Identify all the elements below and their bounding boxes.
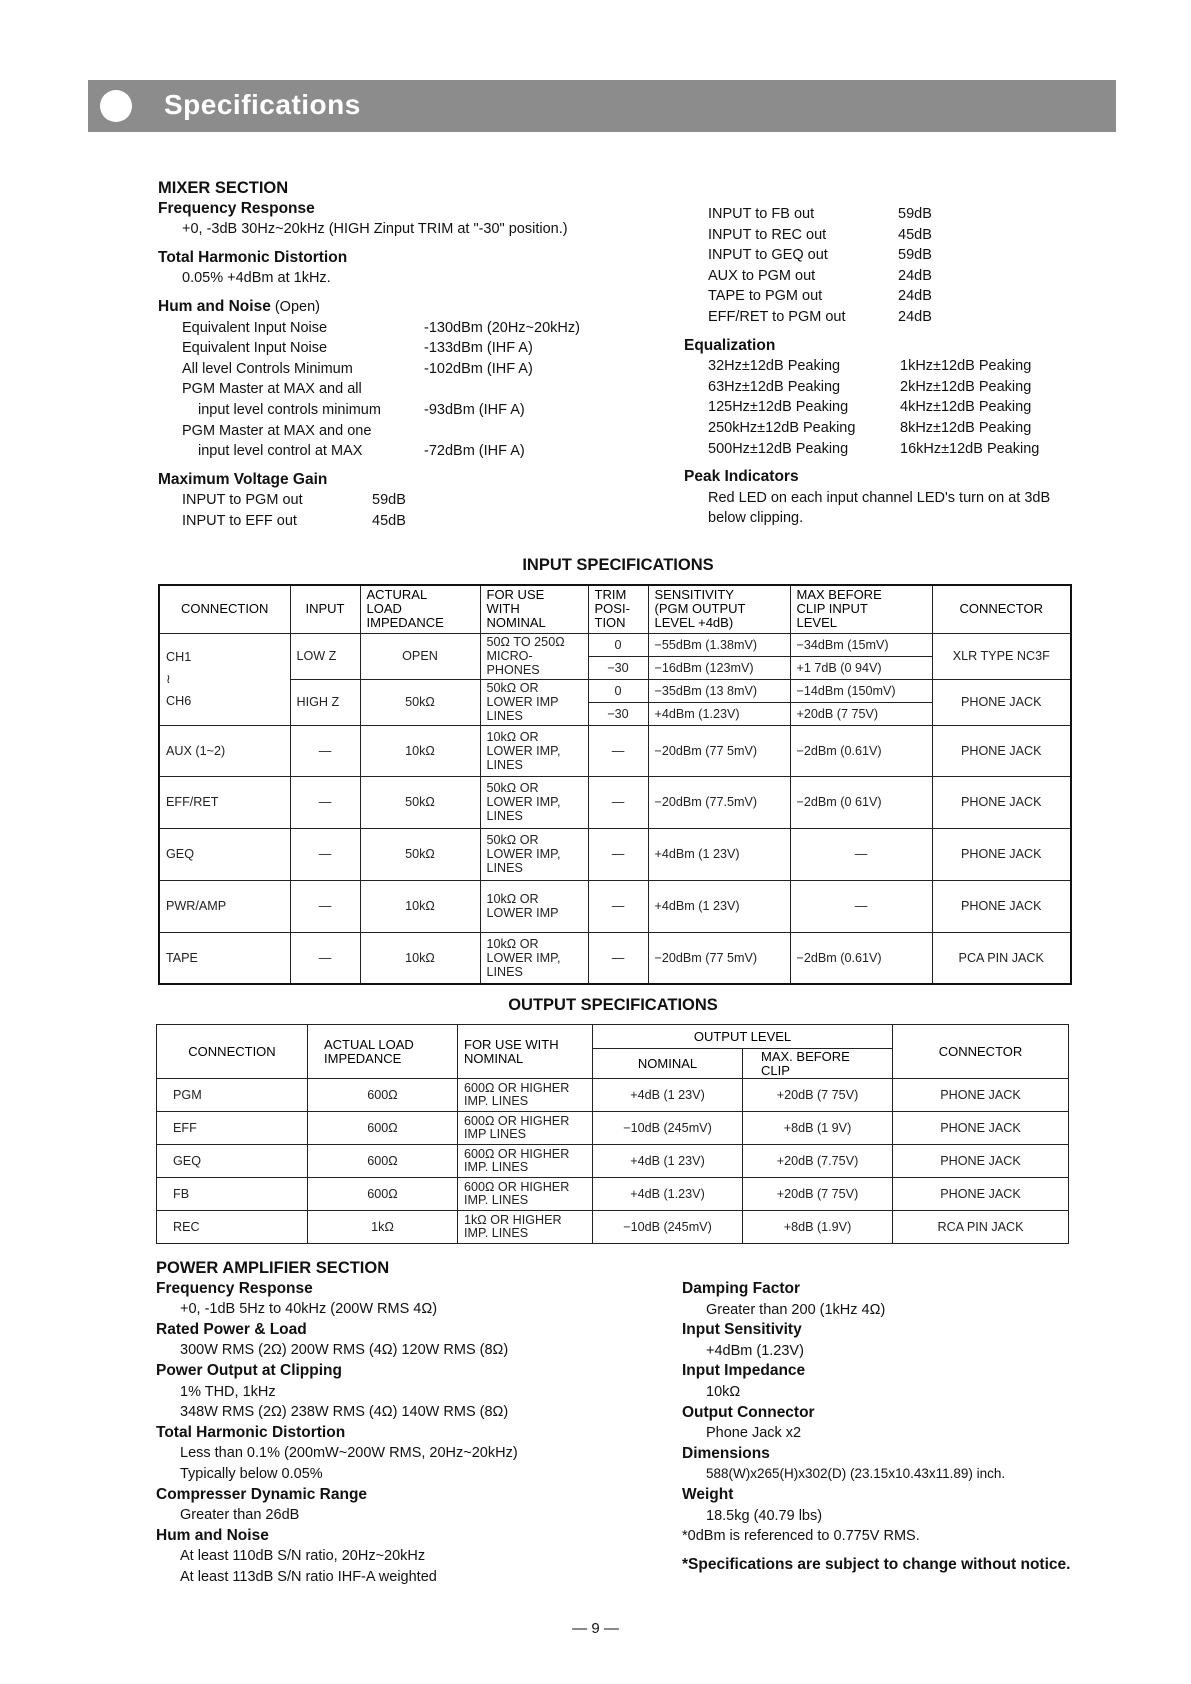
table-row: GEQ — 50kΩ 50kΩ OR LOWER IMP, LINES — +4dBm (1 23V) — PHONE JACK	[159, 828, 1071, 880]
eq-row: 500Hz±12dB Peaking 16kHz±12dB Peaking	[708, 440, 1040, 457]
col-header: CONNECTOR	[932, 585, 1071, 633]
mixer-section-left	[158, 178, 678, 532]
spec-label: Power Output at Clipping	[156, 1361, 342, 1379]
spec-value: At least 113dB S/N ratio IHF-A weighted	[180, 1568, 437, 1585]
table-row: EFF/RET — 50kΩ 50kΩ OR LOWER IMP, LINES — −20dBm (77.5mV) −2dBm (0 61V) PHONE JACK	[159, 776, 1071, 828]
table-row: FB 600Ω 600Ω OR HIGHER IMP. LINES +4dB (1.23V) +20dB (7 75V) PHONE JACK	[157, 1178, 1069, 1211]
col-header: CONNECTION	[159, 585, 290, 633]
gain-label: Maximum Voltage Gain	[158, 470, 328, 488]
page-title: Specifications	[164, 89, 361, 120]
table-row: GEQ 600Ω 600Ω OR HIGHER IMP. LINES +4dB (1 23V) +20dB (7.75V) PHONE JACK	[157, 1145, 1069, 1178]
col-header: INPUT	[290, 585, 360, 633]
page-number: — 9 —	[572, 1620, 619, 1637]
col-header: ACTURAL LOAD IMPEDANCE	[360, 585, 480, 633]
hum-label: Hum and Noise	[158, 297, 271, 315]
eq-list	[684, 356, 1094, 459]
hum-list	[158, 318, 678, 462]
hum-row: input level control at MAX -72dBm (IHF A)	[198, 443, 525, 460]
table-row: TAPE — 10kΩ 10kΩ OR LOWER IMP, LINES — −20dBm (77 5mV) −2dBm (0.61V) PCA PIN JACK	[159, 932, 1071, 984]
reference-note: *0dBm is referenced to 0.775V RMS.	[682, 1528, 920, 1545]
power-section-title: POWER AMPLIFIER SECTION	[156, 1259, 390, 1277]
input-specs-title: INPUT SPECIFICATIONS	[522, 556, 714, 574]
spec-label: Weight	[682, 1485, 734, 1503]
spec-label: Compresser Dynamic Range	[156, 1485, 368, 1503]
gain-row: INPUT to PGM out 59dB	[182, 492, 406, 509]
spec-value: Typically below 0.05%	[180, 1465, 323, 1482]
thd-value: 0.05% +4dBm at 1kHz.	[182, 270, 331, 287]
hum-row: PGM Master at MAX and all	[182, 381, 362, 398]
thd-label: Total Harmonic Distortion	[158, 248, 348, 266]
ch-connection-cell: CH1 ≀ CH6	[159, 633, 290, 725]
eq-row: 63Hz±12dB Peaking 2kHz±12dB Peaking	[708, 378, 1032, 395]
freq-resp-label: Frequency Response	[158, 199, 315, 217]
spec-value: Less than 0.1% (200mW~200W RMS, 20Hz~20kHz)	[180, 1445, 518, 1462]
table-row: PWR/AMP — 10kΩ 10kΩ OR LOWER IMP — +4dBm (1 23V) — PHONE JACK	[159, 880, 1071, 932]
peak-label: Peak Indicators	[684, 468, 799, 486]
freq-resp-value: +0, -3dB 30Hz~20kHz (HIGH Zinput TRIM at "-30" position.)	[182, 221, 568, 238]
col-header: MAX BEFORE CLIP INPUT LEVEL	[790, 585, 932, 633]
peak-value-2: below clipping.	[708, 510, 804, 527]
gain-list-right	[684, 204, 1094, 328]
spec-label: Rated Power & Load	[156, 1320, 307, 1338]
hum-heading	[158, 297, 678, 318]
table-row: EFF 600Ω 600Ω OR HIGHER IMP LINES −10dB (245mV) +8dB (1 9V) PHONE JACK	[157, 1112, 1069, 1145]
mixer-section-title: MIXER SECTION	[158, 179, 289, 197]
gain-row: INPUT to REC out 45dB	[708, 226, 932, 243]
table-row: CH1 ≀ CH6 LOW Z OPEN 50Ω TO 250Ω MICRO- PHONES 0 −55dBm (1.38mV) −34dBm (15mV) XLR TYPE NC3F	[159, 633, 1071, 656]
hum-row: All level Controls Minimum -102dBm (IHF A)	[182, 360, 533, 377]
header-banner	[88, 80, 1116, 132]
spec-value: Greater than 200 (1kHz 4Ω)	[706, 1301, 886, 1318]
col-header: FOR USE WITH NOMINAL	[480, 585, 588, 633]
spec-value: +0, -1dB 5Hz to 40kHz (200W RMS 4Ω)	[180, 1301, 438, 1318]
input-specs-table	[158, 584, 1072, 985]
hum-row: input level controls minimum -93dBm (IHF A)	[198, 401, 525, 418]
spec-value: 588(W)x265(H)x302(D) (23.15x10.43x11.89) inch.	[706, 1466, 1006, 1482]
gain-row: TAPE to PGM out 24dB	[708, 288, 932, 305]
spec-label: Dimensions	[682, 1444, 770, 1462]
spec-value: Greater than 26dB	[180, 1507, 300, 1524]
table-row: −30 −16dBm (123mV) +1 7dB (0 94V)	[159, 656, 1071, 679]
eq-row: 125Hz±12dB Peaking 4kHz±12dB Peaking	[708, 399, 1032, 416]
peak-value-1: Red LED on each input channel LED's turn on at 3dB	[708, 489, 1051, 506]
power-section-right	[682, 1279, 1102, 1575]
spec-value: 348W RMS (2Ω) 238W RMS (4Ω) 140W RMS (8Ω)	[180, 1404, 509, 1421]
spec-label: Damping Factor	[682, 1280, 800, 1297]
spec-value: At least 110dB S/N ratio, 20Hz~20kHz	[180, 1548, 426, 1565]
output-subheader-row: NOMINAL MAX. BEFORE CLIP	[157, 1049, 1069, 1079]
spec-value: 1% THD, 1kHz	[180, 1383, 276, 1400]
table-row: AUX (1~2) — 10kΩ 10kΩ OR LOWER IMP, LINES — −20dBm (77 5mV) −2dBm (0.61V) PHONE JACK	[159, 725, 1071, 776]
spec-label: Frequency Response	[156, 1279, 313, 1297]
col-header: SENSITIVITY (PGM OUTPUT LEVEL +4dB)	[648, 585, 790, 633]
spec-value: 300W RMS (2Ω) 200W RMS (4Ω) 120W RMS (8Ω)	[180, 1342, 509, 1359]
gain-row: INPUT to FB out 59dB	[708, 206, 932, 222]
power-section-left	[156, 1258, 676, 1588]
change-notice: *Specifications are subject to change without notice.	[682, 1555, 1071, 1573]
eq-row: 250kHz±12dB Peaking 8kHz±12dB Peaking	[708, 419, 1032, 436]
spec-value: 10kΩ	[706, 1383, 741, 1400]
hum-row: Equivalent Input Noise -133dBm (IHF A)	[182, 340, 533, 357]
gain-row: AUX to PGM out 24dB	[708, 267, 932, 284]
col-header: TRIM POSI- TION	[588, 585, 648, 633]
hum-suffix: (Open)	[270, 298, 320, 315]
spec-label: Hum and Noise	[156, 1526, 269, 1544]
bullet-icon	[100, 90, 132, 122]
gain-row: EFF/RET to PGM out 24dB	[708, 308, 932, 325]
gain-row: INPUT to GEQ out 59dB	[708, 247, 932, 264]
output-header-row: CONNECTION ACTUAL LOAD IMPEDANCE FOR USE WITH NOMINAL OUTPUT LEVEL CONNECTOR	[157, 1025, 1069, 1049]
input-header-row	[159, 585, 1071, 633]
spec-label: Total Harmonic Distortion	[156, 1423, 346, 1441]
table-row: HIGH Z 50kΩ 50kΩ OR LOWER IMP LINES 0 −35dBm (13 8mV) −14dBm (150mV) PHONE JACK	[159, 679, 1071, 702]
output-specs-title: OUTPUT SPECIFICATIONS	[508, 996, 718, 1014]
spec-label: Input Sensitivity	[682, 1321, 802, 1339]
table-row: REC 1kΩ 1kΩ OR HIGHER IMP. LINES −10dB (245mV) +8dB (1.9V) RCA PIN JACK	[157, 1211, 1069, 1244]
table-row: −30 +4dBm (1.23V) +20dB (7 75V)	[159, 702, 1071, 725]
spec-value: 18.5kg (40.79 lbs)	[706, 1507, 823, 1524]
gain-row: INPUT to EFF out 45dB	[182, 512, 406, 529]
spec-value: +4dBm (1.23V)	[706, 1342, 804, 1359]
spec-label: Output Connector	[682, 1403, 815, 1421]
gain-list-left	[158, 490, 678, 531]
spec-label: Input Impedance	[682, 1362, 806, 1380]
mixer-section-right	[684, 204, 1094, 529]
table-row: PGM 600Ω 600Ω OR HIGHER IMP. LINES +4dB (1 23V) +20dB (7 75V) PHONE JACK	[157, 1079, 1069, 1112]
hum-row: Equivalent Input Noise -130dBm (20Hz~20kHz)	[182, 319, 580, 336]
output-specs-table	[156, 1024, 1069, 1244]
eq-label: Equalization	[684, 336, 776, 354]
eq-row: 32Hz±12dB Peaking 1kHz±12dB Peaking	[708, 358, 1032, 375]
spec-value: Phone Jack x2	[706, 1425, 802, 1442]
hum-row: PGM Master at MAX and one	[182, 422, 372, 439]
